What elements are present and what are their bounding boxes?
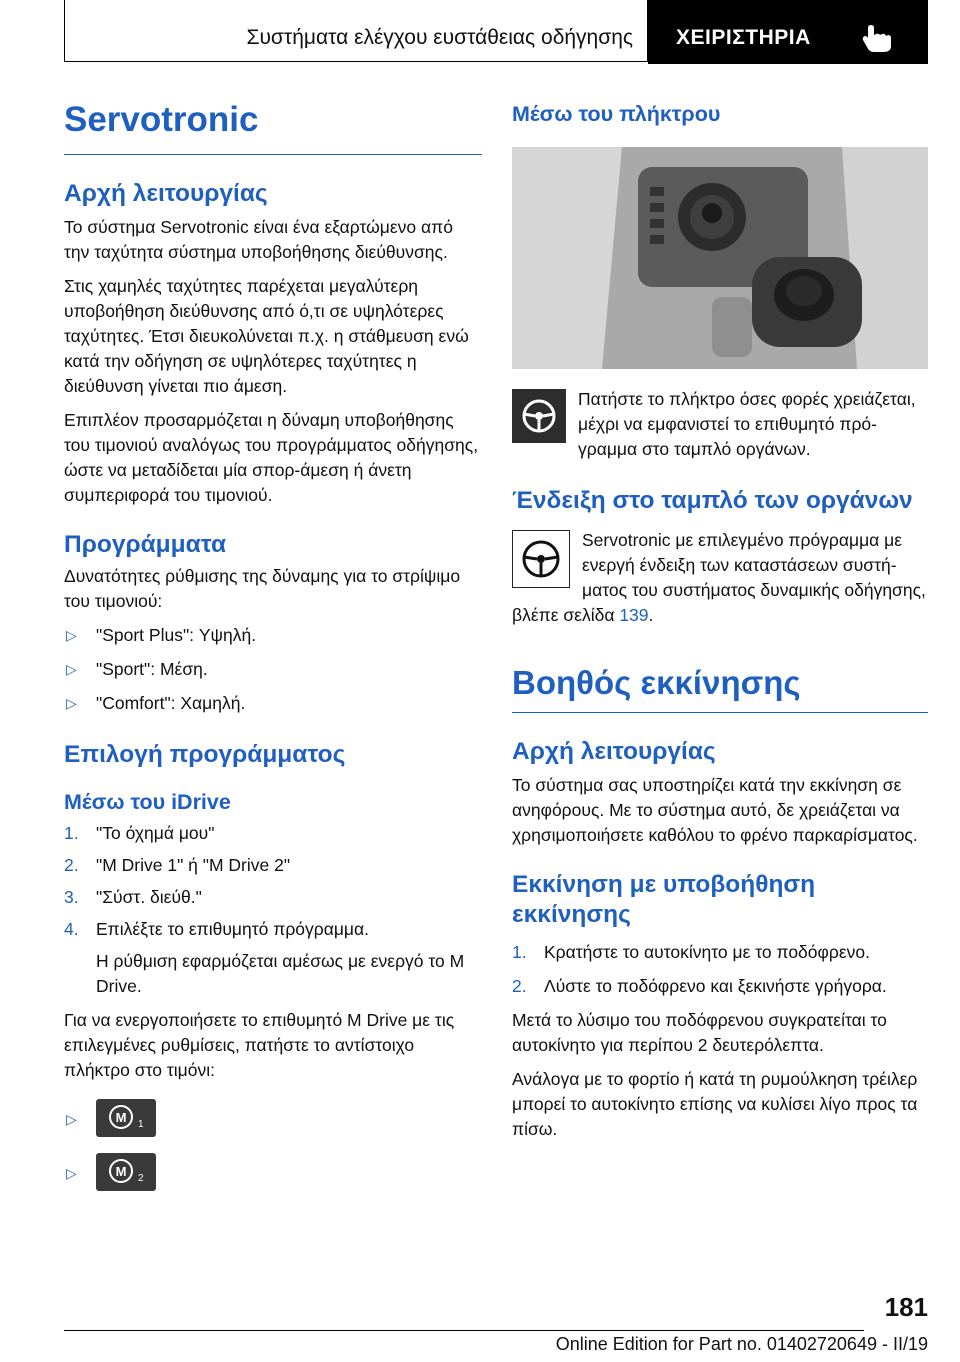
assist-paragraph-1: Μετά το λύσιμο του ποδόφρενου συγκρατείται το αυτοκίνητο για περίπου 2 δευτερόλεπτα. (512, 1010, 887, 1055)
assist-paragraph-2: Ανάλογα με το φορτίο ή κατά τη ρυμούλκηση τρέιλερ μπορεί το αυτοκίνητο επίσης να κυλίσει λίγο προς τα πίσω. (512, 1069, 918, 1139)
edition-text: Online Edition for Part no. 01402720649 - II/19 (555, 1334, 928, 1354)
left-column (64, 100, 482, 1193)
programs-heading: Προγράμματα (64, 531, 227, 558)
selection-heading: Επιλογή προγράμματος (64, 741, 346, 768)
header-chapter-box (648, 0, 928, 64)
display-paragraph: Servotronic με επιλεγμένο πρόγραμμα με ενεργή ένδειξη των καταστάσεων συστήματος του συστήματος δυναμικής οδήγησης, βλέπε σελίδα 139. (512, 530, 926, 625)
servotronic-title: Servotronic (64, 100, 259, 139)
svg-text:M: M (115, 1164, 127, 1179)
assist-principle-heading: Αρχή λειτουργίας (512, 738, 716, 765)
principle-paragraph-2: Στις χαμηλές ταχύτητες παρέχεται μεγαλύτερη υποβοήθηση διεύθυνσης από ό,τι σε υψηλότερες ταχύτητες. Έτσι διευκολύνεται π.χ. η στάθμευση ενώ κατά την οδήγηση σε υψηλότερες ταχύτητες η διεύθυνση γίνεται πιο άμεση. (64, 276, 469, 396)
right-column (512, 100, 928, 1142)
principle-heading: Αρχή λειτουργίας (64, 180, 268, 207)
title-rule (64, 154, 482, 155)
m1-steering-button-icon (96, 1099, 156, 1137)
hand-pointer-icon (860, 20, 900, 56)
mdrive-button-item (64, 1099, 482, 1139)
button-instruction (512, 387, 928, 462)
header-section-box (64, 0, 648, 62)
assist-step-item: 1. Κρατήστε το αυτοκίνητο με το ποδόφρενο. (512, 942, 870, 962)
bullet-triangle-icon: ▷ (66, 661, 77, 677)
bullet-triangle-icon: ▷ (66, 1165, 77, 1181)
display-info (512, 528, 928, 628)
program-item: ▷ "Sport Plus": Υψηλή. (64, 623, 482, 648)
svg-text:2: 2 (138, 1173, 144, 1184)
step-item: 4. Επιλέξτε το επιθυμητό πρόγραμμα. (64, 919, 369, 939)
principle-paragraph-1: Το σύστημα Servotronic είναι ένα εξαρτώμενο από την ταχύτητα σύστημα υποβοήθησης διεύθυνσης. (64, 217, 453, 262)
assist-start-heading: Εκκίνηση με υποβοήθηση εκκίνησης (512, 871, 816, 928)
button-heading: Μέσω του πλήκτρου (512, 102, 721, 126)
program-item: ▷ "Sport": Μέση. (64, 657, 482, 682)
page-header (64, 0, 928, 64)
bullet-triangle-icon: ▷ (66, 1111, 77, 1127)
step-item: 2. "M Drive 1" ή "M Drive 2" (64, 855, 291, 875)
servotronic-indicator-icon (512, 530, 570, 588)
button-paragraph: Πατήστε το πλήκτρο όσες φορές χρειάζεται, μέχρι να εμφανιστεί το επιθυμητό πρόγραμμα στο ταμπλό οργάνων. (578, 389, 916, 459)
bullet-triangle-icon: ▷ (66, 695, 77, 711)
chapter-label: ΧΕΙΡΙΣΤΗΡΙΑ (676, 26, 811, 49)
step4-note: Η ρύθμιση εφαρμόζεται αμέσως με ενεργό το M Drive. (96, 951, 465, 996)
idrive-heading: Μέσω του iDrive (64, 790, 231, 814)
step-item: 3. "Σύστ. διεύθ." (64, 887, 202, 907)
assist-title-rule (512, 712, 928, 713)
section-title: Συστήματα ελέγχου ευστάθειας οδήγησης (246, 26, 633, 49)
step-item: 1. "Το όχημά μου" (64, 823, 215, 843)
footer-rule (64, 1330, 864, 1331)
mdrive-button-item (64, 1153, 482, 1193)
assist-step-item: 2. Λύστε το ποδόφρενο και ξεκινήστε γρήγορα. (512, 976, 887, 996)
principle-paragraph-3: Επιπλέον προσαρμόζεται η δύναμη υποβοήθησης του τιμονιού αναλόγως του προγράμματος οδήγησης, ώστε να μεταδίδεται μία σπορ-άμεση ή άνετη συμπεριφορά του τιμονιού. (64, 410, 479, 505)
mdrive-paragraph: Για να ενεργοποιήσετε το επιθυμητό M Drive με τις επιλεγμένες ρυθμίσεις, πατήστε το αντίστοιχο πλήκτρο στο τιμόνι: (64, 1010, 455, 1080)
assist-title: Βοηθός εκκίνησης (512, 664, 801, 701)
svg-text:1: 1 (138, 1119, 144, 1130)
center-console-photo (512, 147, 928, 369)
display-heading: Ένδειξη στο ταμπλό των οργάνων (512, 487, 913, 514)
svg-text:M: M (115, 1110, 127, 1125)
m2-steering-button-icon (96, 1153, 156, 1191)
program-item: ▷ "Comfort": Χαμηλή. (64, 691, 482, 716)
steering-wheel-icon (512, 389, 566, 443)
bullet-triangle-icon: ▷ (66, 627, 77, 643)
page-number: 181 (884, 1292, 928, 1322)
assist-principle-paragraph: Το σύστημα σας υποστηρίζει κατά την εκκίνηση σε ανηφόρους. Με το σύστημα αυτό, δε χρειάζεται να χρησιμοποιήσετε καθόλου το φρένο παρκαρίσματος. (512, 775, 918, 845)
page-reference-link[interactable]: 139 (619, 605, 649, 625)
programs-intro: Δυνατότητες ρύθμισης της δύναμης για το στρίψιμο του τιμονιού: (64, 566, 461, 611)
